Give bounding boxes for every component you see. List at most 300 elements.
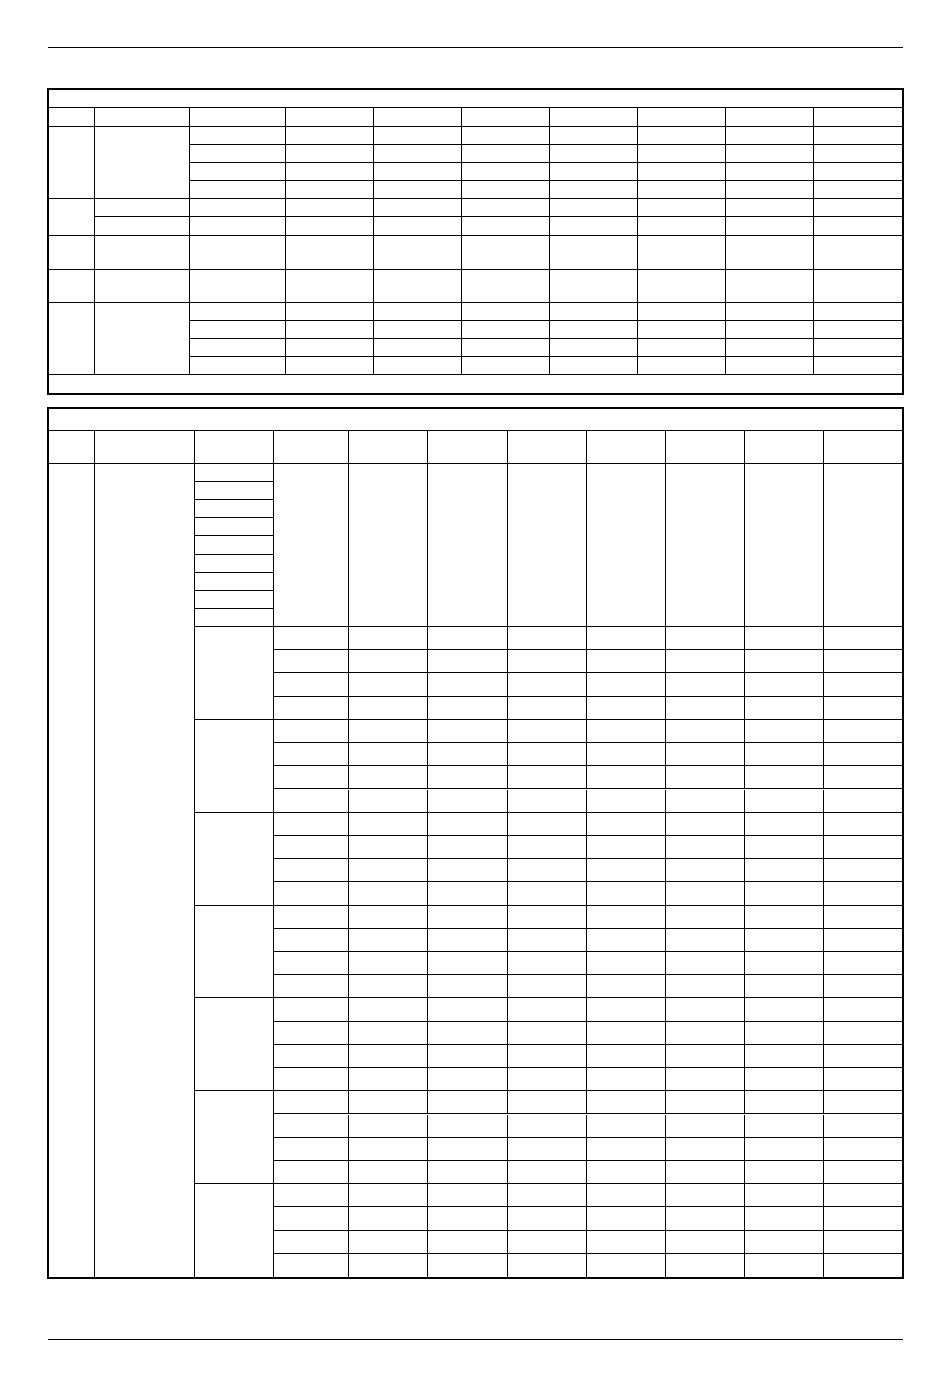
table-2-data-cell [745,1115,824,1138]
table-2-data-cell [508,813,587,836]
table-1-data-cell [374,199,462,217]
table-1-data-cell [462,270,550,303]
table-2-data-cell [428,859,508,882]
table-2-header-cell [508,431,587,464]
table-1-data-cell [814,217,902,236]
table-2-data-cell [666,1207,745,1230]
table-2-data-cell [824,697,902,720]
table-2-data-cell [349,790,428,813]
table-2-data-cell [587,1207,666,1230]
table-1-group-label [49,303,95,375]
table-1-header-cell [462,108,550,127]
table-1-data-cell [286,163,374,181]
table-2-data-cell [587,766,666,789]
header-rule [48,47,903,48]
table-1-data-cell [462,145,550,163]
table-2-sub-item [195,518,274,536]
table-2-data-cell [349,1091,428,1114]
table-2-data-cell [349,975,428,998]
table-2-data-cell [428,1115,508,1138]
table-1-group-sub-label [95,236,190,270]
table-2-data-cell [824,836,902,859]
table-2-data-cell [587,464,666,627]
table-2-data-cell [824,952,902,975]
table-2-data-cell [428,906,508,929]
table-1-data-cell [286,217,374,236]
table-2-data-cell [428,464,508,627]
table-2-data-cell [274,1254,349,1277]
table-1-data-cell [550,199,638,217]
table-2 [47,407,904,1279]
table-2-data-cell [824,1254,902,1277]
table-2-data-cell [824,1068,902,1091]
table-2-data-cell [824,929,902,952]
table-2-data-cell [428,1068,508,1091]
table-2-data-cell [428,882,508,905]
table-2-data-cell [666,975,745,998]
table-2-sub-item [195,591,274,609]
table-2-data-cell [274,998,349,1021]
table-2-data-cell [349,859,428,882]
table-2-data-cell [508,1184,587,1207]
table-2-data-cell [274,697,349,720]
table-1-data-cell [726,236,814,270]
table-2-header-cell [95,431,195,464]
table-2-data-cell [824,882,902,905]
table-2-data-cell [349,1045,428,1068]
table-2-data-cell [824,998,902,1021]
table-2-data-cell [274,627,349,650]
table-2-data-cell [587,650,666,673]
table-2-data-cell [274,464,349,627]
table-2-data-cell [587,1045,666,1068]
table-1-data-cell [374,217,462,236]
table-1-data-cell [374,181,462,199]
table-2-data-cell [274,1161,349,1184]
table-2-data-cell [274,1115,349,1138]
table-1-data-cell [550,217,638,236]
table-2-data-cell [349,813,428,836]
table-1-data-cell [726,163,814,181]
table-1-data-cell [374,270,462,303]
table-2-data-cell [274,906,349,929]
table-1-data-cell [462,303,550,321]
table-1-data-cell [814,321,902,339]
table-2-data-cell [428,813,508,836]
table-2-data-cell [349,766,428,789]
table-2-data-cell [349,1161,428,1184]
table-2-data-cell [824,906,902,929]
table-1-data-cell [550,270,638,303]
table-2-data-cell [587,1068,666,1091]
table-2-data-cell [428,1091,508,1114]
table-2-data-cell [745,1138,824,1161]
table-2-data-cell [745,720,824,743]
table-2-data-cell [587,1091,666,1114]
table-2-data-cell [274,952,349,975]
table-1-data-cell [638,357,726,375]
table-1-data-cell [638,217,726,236]
table-2-data-cell [587,1022,666,1045]
table-2-data-cell [508,1022,587,1045]
table-2-header-cell [745,431,824,464]
table-1-data-cell [638,321,726,339]
table-1-data-cell [374,357,462,375]
table-2-data-cell [666,743,745,766]
table-2-data-cell [349,650,428,673]
table-1-data-cell [286,339,374,357]
table-2-data-cell [666,1184,745,1207]
table-2-block-label [195,627,274,720]
table-2-data-cell [587,1115,666,1138]
table-1-data-cell [190,270,286,303]
table-1-group-sub-label [95,303,190,375]
table-1-data-cell [462,321,550,339]
table-2-data-cell [508,906,587,929]
table-2-data-cell [587,952,666,975]
table-2-data-cell [745,697,824,720]
table-1-data-cell [286,127,374,145]
footer-rule [48,1339,903,1340]
table-1-header-cell [550,108,638,127]
table-2-data-cell [587,859,666,882]
table-2-block-label [195,906,274,999]
table-1-header-cell [286,108,374,127]
table-2-data-cell [428,720,508,743]
table-1-data-cell [814,145,902,163]
table-1-data-cell [190,181,286,199]
table-1-data-cell [814,357,902,375]
table-1-group-label [49,127,95,199]
table-1-data-cell [286,357,374,375]
table-2-data-cell [274,859,349,882]
table-2-data-cell [745,859,824,882]
table-2-data-cell [824,1231,902,1254]
table-2-data-cell [508,836,587,859]
table-2-data-cell [349,836,428,859]
table-2-data-cell [428,975,508,998]
table-2-data-cell [587,1184,666,1207]
table-2-data-cell [508,743,587,766]
table-1-data-cell [286,236,374,270]
table-2-data-cell [508,929,587,952]
table-2-data-cell [666,859,745,882]
table-2-data-cell [745,464,824,627]
table-2-data-cell [666,790,745,813]
table-1-data-cell [190,217,286,236]
table-1-data-cell [190,199,286,217]
table-2-sub-item [195,555,274,573]
table-2-data-cell [274,1207,349,1230]
table-1-data-cell [190,127,286,145]
table-2-data-cell [508,975,587,998]
table-2-data-cell [824,1115,902,1138]
table-2-block-label [195,720,274,813]
table-2-data-cell [428,790,508,813]
table-2-data-cell [274,650,349,673]
table-2-data-cell [666,1254,745,1277]
table-2-data-cell [666,1068,745,1091]
table-1-data-cell [550,339,638,357]
table-2-header-cell [195,431,274,464]
table-2-data-cell [508,998,587,1021]
table-2-title-row [49,409,902,431]
table-1-data-cell [726,357,814,375]
table-2-data-cell [745,1161,824,1184]
table-2-data-cell [428,1161,508,1184]
table-2-data-cell [349,464,428,627]
table-1-data-cell [726,199,814,217]
table-2-data-cell [428,627,508,650]
table-2-data-cell [508,952,587,975]
table-2-data-cell [824,1184,902,1207]
table-2-data-cell [587,998,666,1021]
table-1-data-cell [286,303,374,321]
table-1-data-cell [550,163,638,181]
table-1-data-cell [814,270,902,303]
table-2-data-cell [587,929,666,952]
table-2-data-cell [274,743,349,766]
table-1-data-cell [726,303,814,321]
table-1-data-cell [462,163,550,181]
table-2-data-cell [587,720,666,743]
table-1-data-cell [550,321,638,339]
table-1-group-sub-label [95,270,190,303]
table-2-block-label [195,998,274,1091]
table-2-sub-item [195,482,274,500]
table-2-data-cell [428,952,508,975]
table-2-data-cell [587,836,666,859]
table-1-data-cell [550,145,638,163]
table-2-data-cell [428,1254,508,1277]
table-1-header-cell [49,108,95,127]
table-2-data-cell [349,1022,428,1045]
table-1-data-cell [550,303,638,321]
table-2-data-cell [824,859,902,882]
table-2-block-label [195,1091,274,1184]
table-2-sub-item [195,573,274,591]
table-2-header-cell [49,431,95,464]
table-2-data-cell [587,1138,666,1161]
table-1-data-cell [638,339,726,357]
table-2-data-cell [666,906,745,929]
table-2-data-cell [349,697,428,720]
table-2-data-cell [666,720,745,743]
table-2-data-cell [428,766,508,789]
table-1-data-cell [374,145,462,163]
table-1-data-cell [374,303,462,321]
table-2-data-cell [666,1091,745,1114]
table-2-data-cell [587,673,666,696]
table-2-data-cell [824,1045,902,1068]
table-1-data-cell [462,357,550,375]
table-1-data-cell [95,199,190,217]
table-2-block-label [195,813,274,906]
table-2-data-cell [587,975,666,998]
table-2-data-cell [349,998,428,1021]
table-1-data-cell [190,163,286,181]
table-2-data-cell [428,1022,508,1045]
table-2-data-cell [349,1184,428,1207]
table-2-data-cell [745,1207,824,1230]
table-2-data-cell [745,975,824,998]
table-2-data-cell [745,673,824,696]
table-2-data-cell [587,1161,666,1184]
table-1-header-cell [190,108,286,127]
table-2-data-cell [428,650,508,673]
table-2-data-cell [508,1161,587,1184]
table-2-data-cell [274,1184,349,1207]
table-1-data-cell [286,270,374,303]
table-2-data-cell [745,1231,824,1254]
table-2-data-cell [745,790,824,813]
table-2-data-cell [666,882,745,905]
table-2-data-cell [666,813,745,836]
table-2-data-cell [274,813,349,836]
table-2-data-cell [587,697,666,720]
table-1-data-cell [814,127,902,145]
table-2-header-cell [587,431,666,464]
table-2-data-cell [508,1207,587,1230]
table-1-data-cell [638,199,726,217]
table-1-group-label [49,199,95,236]
table-1-header-cell [638,108,726,127]
table-2-data-cell [508,1254,587,1277]
table-2-data-cell [274,766,349,789]
table-1-data-cell [726,127,814,145]
table-2-block-label [195,1184,274,1277]
table-1-data-cell [462,199,550,217]
table-1-data-cell [190,145,286,163]
table-2-data-cell [428,697,508,720]
table-1-data-cell [462,217,550,236]
table-1-data-cell [726,181,814,199]
table-2-data-cell [508,697,587,720]
table-2-data-cell [666,952,745,975]
table-2-data-cell [508,1045,587,1068]
table-2-data-cell [824,1161,902,1184]
table-2-header-cell [349,431,428,464]
table-2-data-cell [508,627,587,650]
table-2-data-cell [349,929,428,952]
table-2-data-cell [508,1231,587,1254]
table-1-data-cell [726,217,814,236]
table-1-header-cell [814,108,902,127]
table-2-data-cell [274,1231,349,1254]
table-2-data-cell [428,929,508,952]
table-2-data-cell [666,1115,745,1138]
table-1-title-row [49,90,902,108]
table-2-data-cell [666,1022,745,1045]
table-2-data-cell [274,1091,349,1114]
table-2-data-cell [349,673,428,696]
table-2-data-cell [824,1091,902,1114]
table-2-data-cell [824,1022,902,1045]
table-1-data-cell [550,357,638,375]
table-2-data-cell [508,859,587,882]
table-1 [47,88,904,395]
table-1-data-cell [814,199,902,217]
table-1-data-cell [550,236,638,270]
table-2-data-cell [824,627,902,650]
table-1-data-cell [726,270,814,303]
table-1-data-cell [286,321,374,339]
table-1-data-cell [814,163,902,181]
table-1-data-cell [462,181,550,199]
table-1-data-cell [374,163,462,181]
table-2-header-cell [824,431,902,464]
table-1-data-cell [286,181,374,199]
table-2-data-cell [824,766,902,789]
table-2-data-cell [666,998,745,1021]
table-2-data-cell [428,1184,508,1207]
table-2-row-label [49,464,95,1277]
table-2-data-cell [274,882,349,905]
table-2-data-cell [587,1254,666,1277]
table-2-data-cell [274,975,349,998]
table-2-data-cell [745,1184,824,1207]
table-1-data-cell [726,145,814,163]
table-2-data-cell [666,464,745,627]
table-2-data-cell [666,673,745,696]
table-1-data-cell [190,321,286,339]
table-2-data-cell [824,650,902,673]
table-1-data-cell [286,199,374,217]
table-1-data-cell [190,339,286,357]
table-2-data-cell [824,1138,902,1161]
table-2-data-cell [508,650,587,673]
table-1-note-row [49,375,902,393]
table-2-data-cell [349,1138,428,1161]
table-2-data-cell [349,1231,428,1254]
table-2-data-cell [587,813,666,836]
table-2-header-cell [428,431,508,464]
table-2-data-cell [745,929,824,952]
table-2-data-cell [508,766,587,789]
table-2-data-cell [824,743,902,766]
table-2-data-cell [508,1138,587,1161]
table-2-data-cell [274,836,349,859]
table-1-group-label [49,236,95,270]
table-2-data-cell [587,627,666,650]
table-1-group-sub-label [95,127,190,199]
table-1-data-cell [374,339,462,357]
table-2-data-cell [745,1022,824,1045]
table-2-data-cell [508,720,587,743]
table-2-data-cell [349,627,428,650]
table-2-data-cell [349,906,428,929]
table-2-data-cell [428,998,508,1021]
table-2-data-cell [824,813,902,836]
table-1-header-cell [374,108,462,127]
table-1-data-cell [286,145,374,163]
table-2-data-cell [745,1091,824,1114]
table-2-data-cell [274,673,349,696]
table-2-data-cell [428,1045,508,1068]
table-2-sub-item [195,464,274,482]
table-2-data-cell [587,790,666,813]
table-2-data-cell [666,836,745,859]
table-2-data-cell [824,975,902,998]
table-2-data-cell [666,766,745,789]
table-2-data-cell [274,1068,349,1091]
table-1-data-cell [550,127,638,145]
table-2-data-cell [666,1045,745,1068]
table-2-data-cell [745,627,824,650]
table-2-data-cell [666,697,745,720]
table-2-data-cell [428,743,508,766]
table-2-data-cell [745,1045,824,1068]
